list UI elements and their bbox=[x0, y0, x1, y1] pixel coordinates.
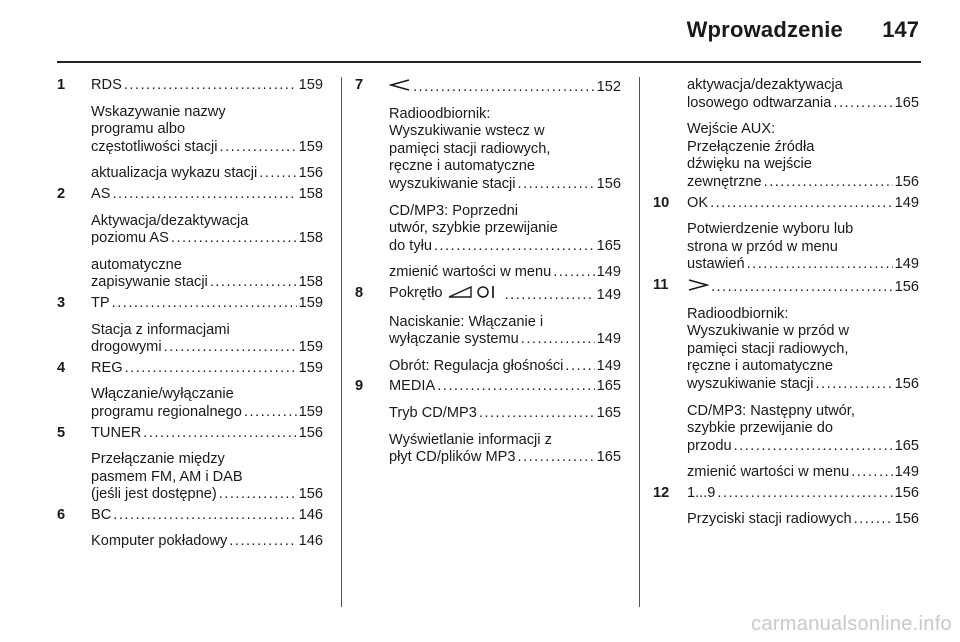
toc-subentry bbox=[355, 106, 621, 194]
toc-line-text bbox=[389, 77, 411, 97]
page-ref: 149 bbox=[596, 264, 621, 281]
toc-subentry bbox=[653, 77, 919, 112]
entry-number: 6 bbox=[57, 506, 66, 523]
toc-subentry bbox=[355, 405, 621, 423]
toc-column-1 bbox=[57, 77, 323, 554]
toc-entry-label: aktualizacja wykazu stacji bbox=[91, 165, 258, 182]
leader-dots bbox=[244, 404, 297, 422]
subentry-text: CD/MP3: Poprzedni bbox=[389, 202, 518, 219]
toc-entry-label: wyszukiwanie stacji bbox=[687, 375, 814, 392]
leader-dots bbox=[229, 533, 296, 551]
toc-entry-label: płyt CD/plików MP3 bbox=[389, 449, 516, 466]
toc-entry bbox=[57, 425, 323, 443]
subentry-text: strona w przód w menu bbox=[687, 238, 838, 255]
page-ref: 146 bbox=[298, 506, 323, 523]
toc-subentry bbox=[653, 121, 919, 191]
subentry-text: Włączanie/wyłączanie bbox=[91, 386, 234, 403]
toc-line-text bbox=[91, 486, 217, 504]
toc-line[interactable] bbox=[91, 533, 323, 551]
toc-line[interactable] bbox=[91, 186, 323, 204]
leader-dots bbox=[434, 238, 595, 256]
toc-line-text bbox=[687, 256, 745, 274]
toc-line-text bbox=[389, 405, 477, 423]
toc-line-text bbox=[389, 264, 551, 282]
entry-number: 11 bbox=[653, 276, 669, 293]
subentry-text: pasmem FM, AM i DAB bbox=[91, 468, 243, 485]
toc-subentry bbox=[355, 203, 621, 256]
toc-entry bbox=[355, 378, 621, 396]
page-ref: 159 bbox=[298, 77, 323, 93]
leader-dots bbox=[518, 176, 595, 194]
toc-entry-label: Komputer pokładowy bbox=[91, 533, 228, 550]
subentry-text: Przełączanie między bbox=[91, 451, 225, 468]
toc-line[interactable] bbox=[91, 77, 323, 95]
entry-number: 2 bbox=[57, 185, 66, 202]
toc-line-text bbox=[91, 360, 123, 378]
toc-entry-label: ustawień bbox=[687, 256, 745, 273]
toc-line-text bbox=[91, 274, 208, 292]
toc-line[interactable] bbox=[389, 378, 621, 396]
toc-entry-label: Przyciski stacji radiowych bbox=[687, 511, 852, 528]
toc-column-2 bbox=[355, 77, 621, 470]
toc-subentry bbox=[57, 322, 323, 357]
toc-line[interactable] bbox=[389, 405, 621, 423]
toc-line-text bbox=[687, 95, 831, 113]
toc-entry-label: MEDIA bbox=[389, 378, 436, 395]
page-ref: 156 bbox=[894, 278, 919, 295]
toc-entry-label: drogowymi bbox=[91, 339, 162, 356]
subentry-text: utwór, szybkie przewijanie bbox=[389, 220, 558, 237]
toc-line[interactable] bbox=[687, 376, 919, 394]
subentry-text: Wyświetlanie informacji z bbox=[389, 431, 552, 448]
toc-subentry bbox=[57, 451, 323, 504]
toc-line-text bbox=[91, 139, 218, 157]
subentry-text: Stacja z informacjami bbox=[91, 321, 230, 338]
toc-line-text bbox=[687, 277, 709, 297]
toc-line[interactable] bbox=[687, 174, 919, 192]
toc-subentry bbox=[653, 403, 919, 456]
subentry-text: aktywacja/dezaktywacja bbox=[687, 77, 843, 93]
toc-line[interactable] bbox=[389, 264, 621, 282]
leader-dots bbox=[164, 339, 297, 357]
toc-line[interactable] bbox=[91, 425, 323, 443]
page-ref: 159 bbox=[298, 294, 323, 311]
toc-line-text bbox=[91, 425, 141, 443]
toc-line[interactable] bbox=[687, 438, 919, 456]
leader-dots bbox=[734, 438, 893, 456]
toc-line-text bbox=[91, 186, 110, 204]
volume-knob-icon bbox=[447, 285, 503, 305]
toc-line-text bbox=[687, 464, 849, 482]
column-divider-1 bbox=[341, 77, 342, 607]
subentry-text: pamięci stacji radiowych, bbox=[389, 140, 551, 157]
toc-subentry bbox=[57, 257, 323, 292]
leader-dots bbox=[210, 274, 297, 292]
leader-dots bbox=[113, 507, 296, 525]
leader-dots bbox=[851, 464, 892, 482]
toc-entry-label: RDS bbox=[91, 77, 122, 93]
page-ref: 152 bbox=[596, 79, 621, 95]
toc-entry-label: BC bbox=[91, 506, 112, 523]
page-ref: 149 bbox=[596, 286, 621, 303]
entry-number: 10 bbox=[653, 194, 670, 211]
entry-number: 1 bbox=[57, 77, 66, 93]
entry-number: 7 bbox=[355, 77, 364, 93]
leader-dots bbox=[220, 139, 297, 157]
toc-line[interactable] bbox=[91, 230, 323, 248]
column-divider-2 bbox=[639, 77, 640, 607]
page-ref: 156 bbox=[298, 424, 323, 441]
toc-subentry bbox=[355, 432, 621, 467]
leader-dots bbox=[816, 376, 893, 394]
toc-line-text bbox=[91, 339, 162, 357]
toc-line-text bbox=[389, 285, 503, 305]
toc-line[interactable] bbox=[687, 485, 919, 503]
toc-subentry bbox=[57, 533, 323, 551]
toc-line[interactable] bbox=[91, 507, 323, 525]
toc-entry-label: AS bbox=[91, 185, 111, 202]
toc-entry bbox=[57, 360, 323, 378]
page-ref: 156 bbox=[596, 175, 621, 192]
leader-dots bbox=[125, 360, 297, 378]
subentry-text: Przełączenie źródła bbox=[687, 138, 815, 155]
subentry-text: Radioodbiornik: bbox=[389, 105, 491, 122]
toc-line-text bbox=[687, 438, 732, 456]
toc-line[interactable] bbox=[91, 360, 323, 378]
toc-subentry bbox=[355, 358, 621, 376]
toc-subentry bbox=[57, 165, 323, 183]
leader-dots bbox=[521, 331, 595, 349]
page-ref: 149 bbox=[894, 256, 919, 273]
subentry-text: CD/MP3: Następny utwór, bbox=[687, 402, 855, 419]
toc-line[interactable] bbox=[687, 256, 919, 274]
subentry-text: Aktywacja/dezaktywacja bbox=[91, 212, 249, 229]
toc-entry-label: REG bbox=[91, 359, 123, 376]
toc-line[interactable] bbox=[389, 176, 621, 194]
toc-subentry bbox=[653, 464, 919, 482]
page-ref: 165 bbox=[596, 237, 621, 254]
page-ref: 159 bbox=[298, 359, 323, 376]
toc-entry-label: losowego odtwarzania bbox=[687, 94, 832, 111]
toc-entry-label: 1...9 bbox=[687, 484, 716, 501]
header-divider bbox=[57, 61, 921, 63]
leader-dots bbox=[854, 511, 893, 529]
toc-line-text bbox=[389, 378, 435, 396]
leader-dots bbox=[112, 295, 297, 313]
subentry-text: Wyszukiwanie w przód w bbox=[687, 323, 850, 340]
toc-line-text bbox=[687, 195, 708, 213]
toc-subentry bbox=[57, 213, 323, 248]
toc-line-text bbox=[687, 376, 814, 394]
subentry-text: szybkie przewijanie do bbox=[687, 420, 834, 437]
toc-entry-label: przodu bbox=[687, 437, 732, 454]
toc-subentry bbox=[355, 314, 621, 349]
toc-line[interactable] bbox=[389, 77, 621, 97]
toc-entry-label: poziomu AS bbox=[91, 230, 169, 247]
page-ref: 165 bbox=[596, 404, 621, 421]
entry-number: 9 bbox=[355, 378, 364, 395]
toc-entry bbox=[57, 507, 323, 525]
toc-line[interactable] bbox=[389, 285, 621, 305]
leader-dots bbox=[717, 485, 892, 503]
subentry-text: ręczne i automatyczne bbox=[687, 358, 834, 375]
toc-subentry bbox=[653, 511, 919, 529]
toc-subentry bbox=[355, 264, 621, 282]
page-ref: 158 bbox=[298, 185, 323, 202]
page-ref: 159 bbox=[298, 339, 323, 356]
toc-subentry bbox=[57, 104, 323, 157]
toc-entry bbox=[653, 277, 919, 297]
toc-line-text bbox=[389, 176, 516, 194]
leader-dots bbox=[437, 378, 594, 396]
subentry-text: dźwięku na wejście bbox=[687, 156, 812, 173]
toc-entry-label: zmienić wartości w menu bbox=[389, 264, 552, 281]
entry-number: 12 bbox=[653, 484, 670, 501]
seek-back-icon bbox=[389, 79, 411, 97]
leader-dots bbox=[505, 287, 595, 305]
toc-line[interactable] bbox=[389, 238, 621, 256]
page-ref: 156 bbox=[894, 511, 919, 528]
toc-line-text bbox=[91, 165, 257, 183]
leader-dots bbox=[764, 174, 893, 192]
toc-entry-label: Obrót: Regulacja głośności bbox=[389, 357, 564, 374]
subentry-text: Radioodbiornik: bbox=[687, 305, 789, 322]
toc-entry-label: TP bbox=[91, 294, 110, 311]
page-ref: 149 bbox=[894, 194, 919, 211]
page-ref: 156 bbox=[894, 173, 919, 190]
toc-entry bbox=[57, 77, 323, 95]
leader-dots bbox=[413, 79, 595, 97]
leader-dots bbox=[259, 165, 296, 183]
toc-line[interactable] bbox=[91, 165, 323, 183]
toc-subentry bbox=[57, 386, 323, 421]
page-ref: 158 bbox=[298, 230, 323, 247]
toc-line-text bbox=[91, 77, 122, 95]
page-ref: 165 bbox=[894, 437, 919, 454]
toc-entry-label: zapisywanie stacji bbox=[91, 274, 208, 291]
toc-line[interactable] bbox=[389, 331, 621, 349]
toc-line[interactable] bbox=[389, 449, 621, 467]
toc-line-text bbox=[91, 230, 169, 248]
leader-dots bbox=[124, 77, 297, 95]
toc-entry-label: Pokrętło bbox=[389, 284, 443, 301]
page-number: 147 bbox=[882, 17, 919, 42]
subentry-text: Naciskanie: Włączanie i bbox=[389, 313, 544, 330]
page-ref: 156 bbox=[894, 375, 919, 392]
page-ref: 165 bbox=[894, 94, 919, 111]
subentry-text: Wejście AUX: bbox=[687, 121, 776, 138]
toc-subentry bbox=[653, 306, 919, 394]
subentry-text: Wyszukiwanie wstecz w bbox=[389, 123, 545, 140]
toc-subentry bbox=[653, 221, 919, 274]
toc-line[interactable] bbox=[91, 295, 323, 313]
leader-dots bbox=[171, 230, 297, 248]
toc-entry-label: programu regionalnego bbox=[91, 403, 242, 420]
page-title: Wprowadzenie bbox=[686, 17, 843, 42]
subentry-text: ręczne i automatyczne bbox=[389, 158, 536, 175]
toc-entry-label: zewnętrzne bbox=[687, 173, 762, 190]
watermark: carmanualsonline.info bbox=[751, 613, 952, 635]
leader-dots bbox=[518, 449, 595, 467]
page-ref: 149 bbox=[596, 357, 621, 374]
page-ref: 158 bbox=[298, 274, 323, 291]
toc-line-text bbox=[687, 485, 715, 503]
entry-number: 8 bbox=[355, 284, 364, 301]
page-ref: 149 bbox=[894, 464, 919, 481]
entry-number: 5 bbox=[57, 424, 66, 441]
leader-dots bbox=[143, 425, 296, 443]
toc-line-text bbox=[91, 507, 111, 525]
toc-line[interactable] bbox=[91, 486, 323, 504]
toc-entry bbox=[355, 77, 621, 97]
toc-entry-label: do tyłu bbox=[389, 237, 432, 254]
page-ref: 165 bbox=[596, 378, 621, 395]
subentry-text: automatyczne bbox=[91, 256, 182, 273]
toc-line[interactable] bbox=[91, 139, 323, 157]
leader-dots bbox=[479, 405, 595, 423]
leader-dots bbox=[747, 256, 893, 274]
entry-number: 3 bbox=[57, 294, 66, 311]
leader-dots bbox=[112, 186, 296, 204]
toc-line-text bbox=[91, 404, 242, 422]
toc-line-text bbox=[389, 358, 563, 376]
toc-entry-label: Tryb CD/MP3 bbox=[389, 404, 477, 421]
toc-line-text bbox=[91, 295, 110, 313]
toc-entry bbox=[355, 285, 621, 305]
page-header bbox=[0, 0, 960, 60]
toc-entry bbox=[57, 186, 323, 204]
toc-line[interactable] bbox=[687, 277, 919, 297]
leader-dots bbox=[553, 264, 594, 282]
page-ref: 146 bbox=[298, 533, 323, 550]
subentry-text: Potwierdzenie wyboru lub bbox=[687, 221, 854, 238]
toc-line-text bbox=[91, 533, 227, 551]
toc-entry-label: OK bbox=[687, 194, 709, 211]
leader-dots bbox=[711, 279, 893, 297]
toc-entry-label: częstotliwości stacji bbox=[91, 138, 218, 155]
subentry-text: pamięci stacji radiowych, bbox=[687, 340, 849, 357]
leader-dots bbox=[710, 195, 893, 213]
toc-entry bbox=[57, 295, 323, 313]
toc-line[interactable] bbox=[91, 274, 323, 292]
toc-entry-label: zmienić wartości w menu bbox=[687, 464, 850, 481]
toc-line[interactable] bbox=[687, 464, 919, 482]
toc-entry bbox=[653, 485, 919, 503]
leader-dots bbox=[565, 358, 594, 376]
leader-dots bbox=[219, 486, 297, 504]
leader-dots bbox=[833, 95, 892, 113]
toc-line[interactable] bbox=[687, 511, 919, 529]
toc-line[interactable] bbox=[91, 404, 323, 422]
toc-entry-label: wyłączanie systemu bbox=[389, 331, 519, 348]
entry-number: 4 bbox=[57, 359, 66, 376]
page-ref: 149 bbox=[596, 331, 621, 348]
toc-line-text bbox=[687, 511, 852, 529]
toc-entry-label: wyszukiwanie stacji bbox=[389, 175, 516, 192]
toc-column-3 bbox=[653, 77, 919, 532]
page-ref: 156 bbox=[298, 486, 323, 503]
toc-line[interactable] bbox=[687, 195, 919, 213]
page-ref: 159 bbox=[298, 403, 323, 420]
subentry-text: programu albo bbox=[91, 121, 186, 138]
toc-entry bbox=[653, 195, 919, 213]
page-ref: 159 bbox=[298, 138, 323, 155]
toc-line-text bbox=[389, 449, 516, 467]
toc-line-text bbox=[687, 174, 762, 192]
page-ref: 156 bbox=[894, 484, 919, 501]
toc-entry-label: TUNER bbox=[91, 424, 142, 441]
toc-line-text bbox=[389, 331, 519, 349]
subentry-text: Wskazywanie nazwy bbox=[91, 103, 226, 120]
seek-forward-icon bbox=[687, 279, 709, 297]
toc-line-text bbox=[389, 238, 432, 256]
page-ref: 156 bbox=[298, 165, 323, 182]
toc-line[interactable] bbox=[687, 95, 919, 113]
page-ref: 165 bbox=[596, 449, 621, 466]
toc-line[interactable] bbox=[389, 358, 621, 376]
toc-entry-label: (jeśli jest dostępne) bbox=[91, 486, 217, 503]
toc-line[interactable] bbox=[91, 339, 323, 357]
